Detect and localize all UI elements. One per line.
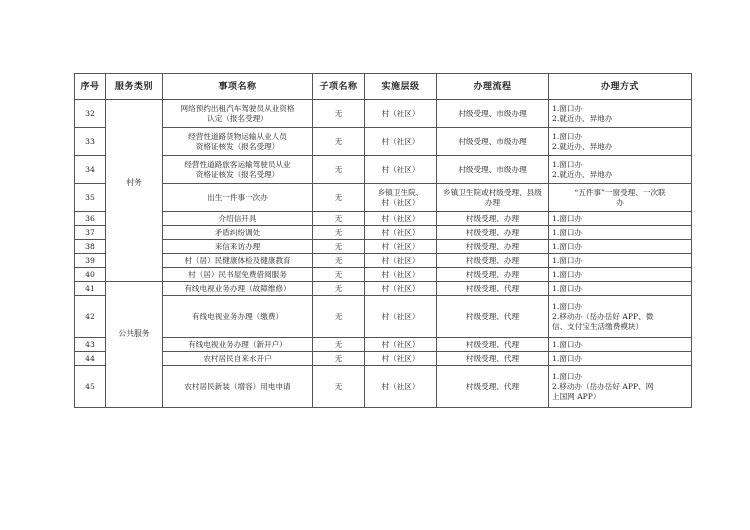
handling-method [549, 338, 692, 352]
table-row [75, 226, 692, 240]
cell-line: 2.移动办（岳办岳好 APP、网 [552, 381, 654, 391]
cell-line: 村（社区） [381, 227, 420, 237]
sub-item-name: 无 [313, 128, 365, 156]
row-index: 35 [75, 184, 106, 212]
sub-item-name: 无 [313, 254, 365, 268]
header-process: 办理流程 [437, 74, 549, 100]
row-index: 39 [75, 254, 106, 268]
cell-line: 村级受理、办理 [465, 213, 520, 223]
handling-method [549, 296, 692, 338]
handling-method [549, 268, 692, 282]
handling-method [549, 128, 692, 156]
implementation-level [365, 268, 437, 282]
cell-line: 村（社区） [381, 197, 420, 207]
cell-line: 村（社区） [381, 241, 420, 251]
sub-item-name: 无 [313, 268, 365, 282]
sub-item-name: 无 [313, 338, 365, 352]
implementation-level [365, 352, 437, 366]
item-name [163, 366, 313, 408]
cell-line: 资格证核发（报名受理） [195, 169, 280, 179]
handling-method [549, 156, 692, 184]
row-index: 37 [75, 226, 106, 240]
cell-line: 1.窗口办 [552, 255, 583, 265]
table-row [75, 212, 692, 226]
table-header-row [75, 74, 692, 100]
cell-line: 介绍信开具 [218, 213, 257, 223]
cell-line: 1.窗口办 [552, 131, 583, 141]
cell-line: 乡镇卫生院或村级受理、县级 [443, 187, 542, 197]
table-row [75, 254, 692, 268]
cell-line: 经营性道路货物运输从业人员 [188, 131, 287, 141]
implementation-level [365, 296, 437, 338]
item-name [163, 240, 313, 254]
item-name [163, 338, 313, 352]
service-category-label: 村务 [126, 178, 142, 187]
header-method: 办理方式 [549, 74, 692, 100]
cell-line: 1.窗口办 [552, 353, 583, 363]
implementation-level [365, 226, 437, 240]
implementation-level [365, 366, 437, 408]
header-sub-item: 子项名称 [313, 74, 365, 100]
handling-process [437, 296, 549, 338]
handling-process [437, 184, 549, 212]
implementation-level [365, 128, 437, 156]
handling-process [437, 240, 549, 254]
handling-method [549, 254, 692, 268]
handling-process [437, 212, 549, 226]
row-index: 42 [75, 296, 106, 338]
handling-process [437, 338, 549, 352]
cell-line: 1.窗口办 [552, 227, 583, 237]
cell-line: 1.窗口办 [552, 103, 583, 113]
cell-line: 资格证核发（报名受理） [195, 141, 280, 151]
handling-method [549, 366, 692, 408]
item-name [163, 156, 313, 184]
table-row [75, 128, 692, 156]
handling-process [437, 156, 549, 184]
cell-line: 村级受理、代理 [465, 353, 520, 363]
cell-line: 网络预约出租汽车驾驶员从业资格 [180, 103, 295, 113]
cell-line: 2.移动办（岳办岳好 APP、微 [552, 311, 654, 321]
cell-line: 矛盾纠纷调处 [214, 227, 261, 237]
sub-item-name: 无 [313, 184, 365, 212]
sub-item-name: 无 [313, 226, 365, 240]
table-row [75, 338, 692, 352]
row-index: 45 [75, 366, 106, 408]
implementation-level [365, 282, 437, 296]
row-index: 40 [75, 268, 106, 282]
cell-line: “五件事”一窗受理、一次联 [574, 187, 666, 197]
service-category-label: 公共服务 [118, 329, 150, 338]
implementation-level [365, 338, 437, 352]
cell-line: 村级受理、代理 [465, 283, 520, 293]
cell-line: 村（社区） [381, 283, 420, 293]
cell-line: 上国网 APP） [552, 391, 601, 401]
handling-process [437, 100, 549, 128]
cell-line: 村级受理、办理 [465, 269, 520, 279]
cell-line: 村级受理、办理 [465, 241, 520, 251]
header-level: 实施层级 [365, 74, 437, 100]
cell-line: 村级受理、市级办理 [458, 136, 527, 146]
implementation-level [365, 254, 437, 268]
cell-line: 村级受理、市级办理 [458, 164, 527, 174]
cell-line: 1.窗口办 [552, 301, 583, 311]
row-index: 34 [75, 156, 106, 184]
cell-line: 有线电视业务办理（故障维修） [184, 283, 291, 293]
handling-method [549, 184, 692, 212]
handling-method [549, 226, 692, 240]
cell-line: 村（社区） [381, 213, 420, 223]
handling-process [437, 282, 549, 296]
cell-line: 有线电视业务办理（缴费） [191, 311, 284, 321]
table-body [75, 100, 692, 408]
cell-line: 村级受理、市级办理 [458, 108, 527, 118]
table-row [75, 268, 692, 282]
table-row [75, 184, 692, 212]
sub-item-name: 无 [313, 240, 365, 254]
table-row [75, 282, 692, 296]
sub-item-name: 无 [313, 100, 365, 128]
sub-item-name: 无 [313, 296, 365, 338]
cell-line: 村级受理、办理 [465, 227, 520, 237]
cell-line: 村（社区） [381, 108, 420, 118]
table-row [75, 100, 692, 128]
cell-line: 2.就近办、异地办 [552, 169, 613, 179]
handling-process [437, 268, 549, 282]
cell-line: 来信来访办理 [214, 241, 261, 251]
cell-line: 1.窗口办 [552, 283, 583, 293]
table-row [75, 352, 692, 366]
handling-method [549, 100, 692, 128]
cell-line: 村级受理、代理 [465, 381, 520, 391]
sub-item-name: 无 [313, 282, 365, 296]
handling-process [437, 352, 549, 366]
row-index: 36 [75, 212, 106, 226]
cell-line: 有线电视业务办理（新开户） [188, 339, 287, 349]
cell-line: 村级受理、代理 [465, 339, 520, 349]
cell-line: 经营性道路旅客运输驾驶员从业 [184, 159, 291, 169]
cell-line: 认定（报名受理） [207, 113, 268, 123]
cell-line: 村（社区） [381, 353, 420, 363]
service-category-cell [106, 100, 163, 282]
implementation-level [365, 100, 437, 128]
cell-line: 农村居民新装（增容）用电申请 [184, 381, 291, 391]
row-index: 32 [75, 100, 106, 128]
table-row [75, 240, 692, 254]
cell-line: 乡镇卫生院、 [377, 187, 424, 197]
cell-line: 村（社区） [381, 164, 420, 174]
cell-line: 村（社区） [381, 136, 420, 146]
handling-method [549, 212, 692, 226]
item-name [163, 296, 313, 338]
cell-line: 村（居）民健康体检及健康教育 [184, 255, 291, 265]
handling-process [437, 254, 549, 268]
handling-process [437, 366, 549, 408]
service-category-cell [106, 282, 163, 408]
item-name [163, 268, 313, 282]
sub-item-name: 无 [313, 366, 365, 408]
cell-line: 村级受理、代理 [465, 311, 520, 321]
implementation-level [365, 184, 437, 212]
item-name [163, 352, 313, 366]
row-index: 41 [75, 282, 106, 296]
header-item-name: 事项名称 [163, 74, 313, 100]
item-name [163, 226, 313, 240]
cell-line: 1.窗口办 [552, 213, 583, 223]
cell-line: 村（社区） [381, 311, 420, 321]
cell-line: 村级受理、办理 [465, 255, 520, 265]
cell-line: 1.窗口办 [552, 339, 583, 349]
sub-item-name: 无 [313, 352, 365, 366]
handling-process [437, 226, 549, 240]
sub-item-name: 无 [313, 156, 365, 184]
service-table-page [74, 73, 691, 408]
table-row [75, 156, 692, 184]
cell-line: 1.窗口办 [552, 371, 583, 381]
item-name [163, 100, 313, 128]
header-index: 序号 [75, 74, 106, 100]
service-items-table [74, 73, 692, 408]
cell-line: 1.窗口办 [552, 159, 583, 169]
cell-line: 村（社区） [381, 381, 420, 391]
header-category: 服务类别 [106, 74, 163, 100]
cell-line: 村（社区） [381, 255, 420, 265]
item-name [163, 212, 313, 226]
row-index: 43 [75, 338, 106, 352]
cell-line: 1.窗口办 [552, 269, 583, 279]
implementation-level [365, 240, 437, 254]
handling-method [549, 352, 692, 366]
row-index: 33 [75, 128, 106, 156]
handling-method [549, 282, 692, 296]
table-row [75, 296, 692, 338]
cell-line: 1.窗口办 [552, 241, 583, 251]
cell-line: 农村居民自来水开户 [203, 353, 272, 363]
handling-method [549, 240, 692, 254]
item-name [163, 282, 313, 296]
item-name [163, 254, 313, 268]
implementation-level [365, 212, 437, 226]
row-index: 38 [75, 240, 106, 254]
cell-line: 2.就近办、异地办 [552, 113, 613, 123]
item-name [163, 184, 313, 212]
cell-line: 2.就近办、异地办 [552, 141, 613, 151]
row-index: 44 [75, 352, 106, 366]
table-row [75, 366, 692, 408]
item-name [163, 128, 313, 156]
cell-line: 办理 [484, 197, 501, 207]
cell-line: 村（社区） [381, 339, 420, 349]
cell-line: 出生一件事一次办 [207, 192, 268, 202]
cell-line: 办 [616, 197, 624, 207]
sub-item-name: 无 [313, 212, 365, 226]
cell-line: 村（社区） [381, 269, 420, 279]
implementation-level [365, 156, 437, 184]
handling-process [437, 128, 549, 156]
cell-line: 村（居）民书屋免费借阅服务 [188, 269, 287, 279]
cell-line: 信、支付宝生活缴费模块） [552, 321, 644, 331]
